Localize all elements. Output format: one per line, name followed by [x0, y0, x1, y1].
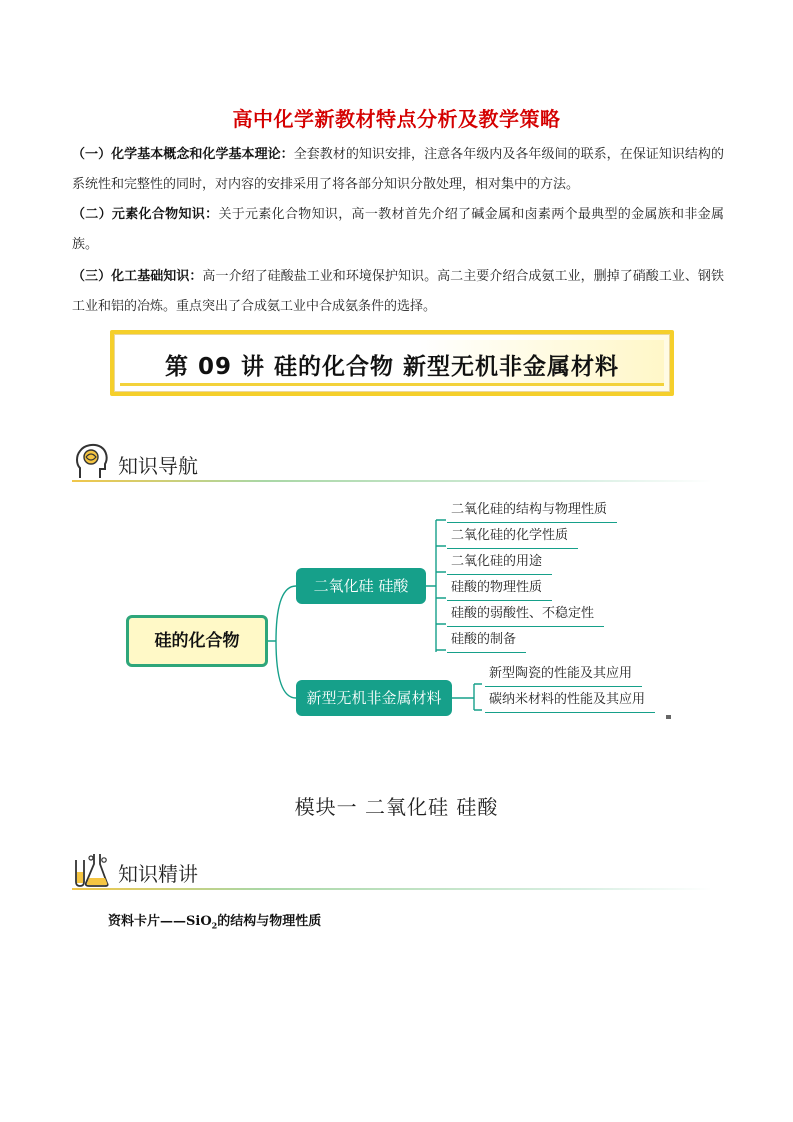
section-knowledge-nav-label: 知识导航 [118, 454, 198, 478]
intro-text-2: 关于元素化合物知识，高一教材首先介绍了碱金属和卤素两个最典型的金属族和非金属族。 [72, 207, 724, 252]
mindmap-root: 硅的化合物 [126, 615, 268, 667]
mindmap-leaf: 新型陶瓷的性能及其应用 [489, 663, 632, 687]
intro-text-1: 全套教材的知识安排，注意各年级内及各年级间的联系，在保证知识结构的系统性和完整性的同时，对内容的安排采用了将各部分知识分散处理，相对集中的方法。 [72, 147, 724, 192]
mindmap-branch-new-materials: 新型无机非金属材料 [296, 680, 452, 716]
lecture-title: 第 09 讲 硅的化合物 新型无机非金属材料 [164, 354, 620, 380]
section-knowledge-lecture-label: 知识精讲 [118, 862, 198, 886]
mindmap-leaf: 二氧化硅的化学性质 [451, 525, 568, 549]
page-title: 高中化学新教材特点分析及教学策略 [232, 107, 561, 131]
mindmap-leaf: 二氧化硅的用途 [451, 551, 542, 575]
section-divider [72, 888, 712, 890]
intro-label-2: （二）元素化合物知识： [72, 207, 219, 222]
mindmap-leaf: 硅酸的弱酸性、不稳定性 [451, 603, 594, 627]
mindmap-branch-silica: 二氧化硅 硅酸 [296, 568, 426, 604]
intro-label-1: （一）化学基本概念和化学基本理论： [72, 147, 294, 162]
data-card-heading: 资料卡片——SiO$_2$的结构与物理性质 [108, 914, 322, 931]
section-knowledge-lecture [72, 848, 712, 892]
mindmap-leaf: 碳纳米材料的性能及其应用 [489, 689, 645, 713]
module-title: 模块一 二氧化硅 硅酸 [294, 795, 499, 819]
mindmap-leaf: 二氧化硅的结构与物理性质 [451, 499, 607, 523]
mindmap-leaf: 硅酸的物理性质 [451, 577, 542, 601]
intro-text-3: 高一介绍了硅酸盐工业和环境保护知识。高二主要介绍合成氨工业，删掉了硝酸工业、钢铁工业和铝的冶炼。重点突出了合成氨工业中合成氨条件的选择。 [72, 269, 724, 314]
mindmap-anchor-mark [666, 715, 671, 719]
mindmap-leaf: 硅酸的制备 [451, 629, 516, 653]
lab-flask-icon [72, 850, 112, 888]
intro-label-3: （三）化工基础知识： [72, 269, 203, 284]
